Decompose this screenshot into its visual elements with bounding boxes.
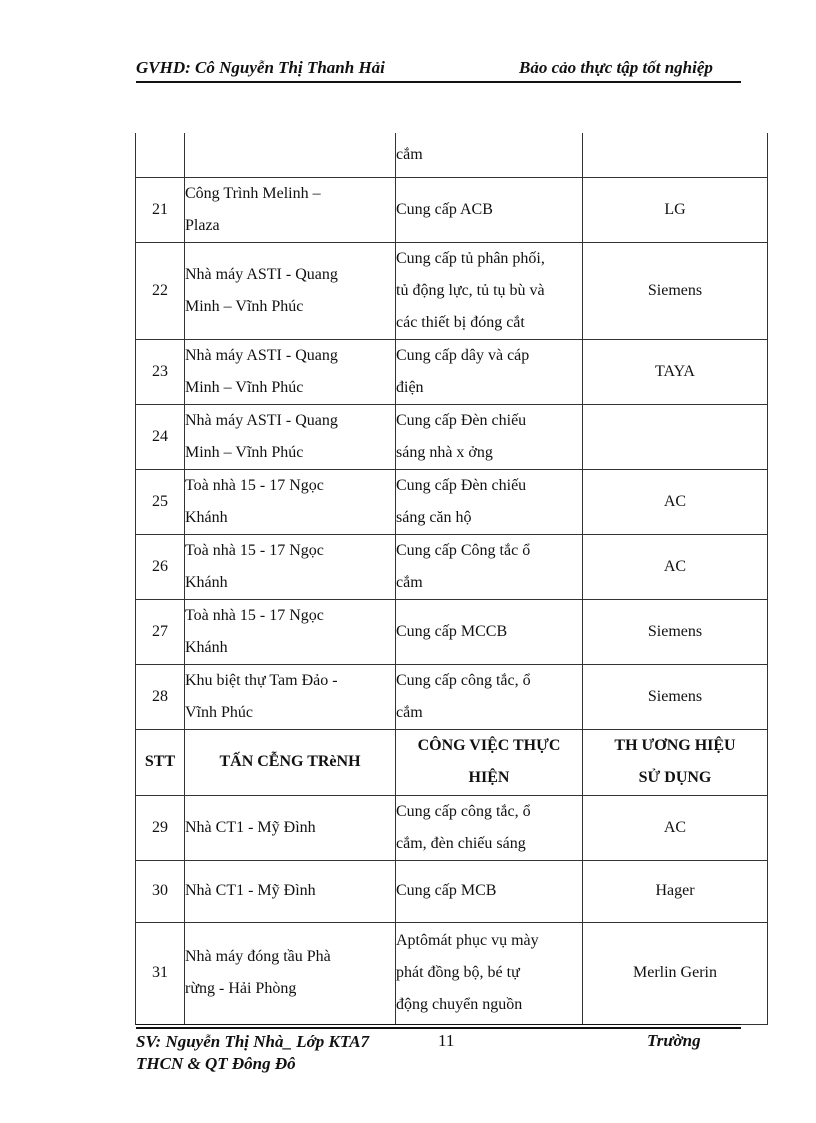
footer-divider-thin	[136, 1024, 741, 1025]
project-name-cell-line: Nhà máy ASTI - Quang	[185, 411, 338, 429]
project-name-cell-line: Plaza	[185, 216, 220, 234]
stt-cell: 29	[136, 795, 185, 860]
table-row	[136, 664, 768, 729]
project-name-cell	[185, 664, 396, 729]
project-name-cell	[185, 599, 396, 664]
work-cell-line: điện	[396, 378, 424, 396]
work-cell	[396, 469, 583, 534]
header-work-line: CÔNG VIỆC THỰC	[417, 737, 561, 754]
table-row	[136, 404, 768, 469]
work-cell-line: cắm, đèn chiếu sáng	[396, 834, 526, 852]
project-name-cell-line: Minh – Vĩnh Phúc	[185, 378, 304, 396]
header-work	[396, 729, 583, 795]
brand-cell: AC	[583, 795, 768, 860]
stt-cell: 21	[136, 177, 185, 242]
project-name-cell	[185, 922, 396, 1024]
project-name-cell	[185, 534, 396, 599]
work-cell	[396, 404, 583, 469]
project-name-cell-line: Toà nhà 15 - 17 Ngọc	[185, 606, 324, 624]
project-name-cell-line: Vĩnh Phúc	[185, 703, 253, 721]
project-name-cell	[185, 339, 396, 404]
table-row	[136, 242, 768, 339]
footer-student	[136, 1031, 369, 1075]
work-cell-line: Cung cấp Công tắc ổ	[396, 541, 531, 559]
project-name-cell-line: Khánh	[185, 638, 228, 656]
header-stt: STT	[136, 729, 185, 795]
project-name-cell	[185, 795, 396, 860]
project-name-cell-line: Minh – Vĩnh Phúc	[185, 297, 304, 315]
brand-cell: Merlin Gerin	[583, 922, 768, 1024]
work-cell-line: tủ động lực, tủ tụ bù và	[396, 281, 545, 299]
work-cell	[396, 922, 583, 1024]
project-name-cell-line: Nhà CT1 - Mỹ Đình	[185, 882, 316, 899]
page-number: 11	[438, 1031, 455, 1050]
brand-cell	[583, 133, 768, 177]
work-cell-line: Cung cấp Đèn chiếu	[396, 411, 527, 429]
brand-cell	[583, 404, 768, 469]
project-name-cell	[185, 242, 396, 339]
table-row	[136, 469, 768, 534]
project-name-cell-line: Khánh	[185, 573, 228, 591]
work-cell-line: Cung cấp MCB	[396, 882, 497, 899]
project-name-cell	[185, 177, 396, 242]
project-name-cell-line: Nhà CT1 - Mỹ Đình	[185, 818, 316, 836]
stt-cell: 23	[136, 339, 185, 404]
project-table	[135, 133, 768, 1025]
header-brand	[583, 729, 768, 795]
work-cell-line: các thiết bị đóng cắt	[396, 313, 525, 331]
stt-cell: 22	[136, 242, 185, 339]
table-row	[136, 534, 768, 599]
footer-divider-thick	[136, 1027, 741, 1029]
work-cell	[396, 664, 583, 729]
footer-school: Trường	[647, 1031, 701, 1050]
work-cell	[396, 339, 583, 404]
work-cell-line: Cung cấp MCCB	[396, 622, 508, 640]
work-cell-line: Cung cấp Đèn chiếu	[396, 476, 527, 494]
header-brand-line: SỬ DỤNG	[638, 769, 712, 786]
brand-cell: LG	[583, 177, 768, 242]
work-cell-line: phát đồng bộ, bé tự	[396, 964, 520, 981]
brand-cell: TAYA	[583, 339, 768, 404]
work-cell-line: Cung cấp ACB	[396, 200, 493, 218]
stt-cell: 27	[136, 599, 185, 664]
stt-cell: 28	[136, 664, 185, 729]
work-cell-line: cắm	[396, 573, 423, 591]
project-name-cell	[185, 133, 396, 177]
project-name-cell-line: Toà nhà 15 - 17 Ngọc	[185, 541, 324, 559]
work-cell-line: Cung cấp công tắc, ổ	[396, 802, 531, 820]
brand-cell: Siemens	[583, 599, 768, 664]
work-cell	[396, 599, 583, 664]
project-name-cell	[185, 860, 396, 922]
project-name-cell-line: Khánh	[185, 508, 228, 526]
stt-cell: 31	[136, 922, 185, 1024]
stt-cell: 26	[136, 534, 185, 599]
work-cell-line: Aptômát phục vụ mày	[396, 932, 539, 949]
project-name-cell	[185, 469, 396, 534]
stt-cell	[136, 133, 185, 177]
table-row	[136, 177, 768, 242]
header-report-title: Bảo cảo thực tập tốt nghiệp	[519, 58, 713, 77]
project-name-cell-line: Công Trình Melinh –	[185, 184, 321, 202]
brand-cell: AC	[583, 469, 768, 534]
project-name-cell-line: Toà nhà 15 - 17 Ngọc	[185, 476, 324, 494]
footer-student-line2: THCN & QT Đông Đô	[136, 1054, 296, 1073]
brand-cell: Siemens	[583, 242, 768, 339]
header-project-name: TẤN CỄNG TRèNH	[185, 729, 396, 795]
work-cell-line: Cung cấp dây và cáp	[396, 346, 530, 364]
project-name-cell-line: Nhà máy đóng tầu Phà	[185, 948, 331, 965]
table-row	[136, 860, 768, 922]
project-name-cell-line: Khu biệt thự Tam Đảo -	[185, 671, 338, 689]
stt-cell: 25	[136, 469, 185, 534]
work-cell	[396, 242, 583, 339]
work-cell	[396, 177, 583, 242]
project-name-cell-line: Nhà máy ASTI - Quang	[185, 265, 338, 283]
work-cell	[396, 795, 583, 860]
table-row	[136, 339, 768, 404]
brand-cell: Hager	[583, 860, 768, 922]
table-row	[136, 795, 768, 860]
stt-cell: 24	[136, 404, 185, 469]
work-cell-line: Cung cấp công tắc, ổ	[396, 671, 531, 689]
work-cell-line: động chuyển nguồn	[396, 996, 523, 1013]
table-row-continued	[136, 133, 768, 177]
work-cell-line: sáng căn hộ	[396, 508, 472, 526]
header-divider	[136, 81, 741, 83]
brand-cell: Siemens	[583, 664, 768, 729]
header-work-line: HIỆN	[468, 769, 510, 786]
table-row	[136, 922, 768, 1024]
project-name-cell-line: rừng - Hải Phòng	[185, 980, 297, 997]
stt-cell: 30	[136, 860, 185, 922]
work-cell	[396, 860, 583, 922]
header-supervisor: GVHD: Cô Nguyễn Thị Thanh Hải	[136, 58, 385, 77]
work-cell-line: Cung cấp tủ phân phối,	[396, 249, 545, 267]
brand-cell: AC	[583, 534, 768, 599]
project-name-cell-line: Nhà máy ASTI - Quang	[185, 346, 338, 364]
work-cell	[396, 534, 583, 599]
header-brand-line: TH ƯƠNG HIỆU	[614, 737, 736, 754]
project-name-cell-line: Minh – Vĩnh Phúc	[185, 443, 304, 461]
work-cell: cắm	[396, 133, 583, 177]
table-header-row	[136, 729, 768, 795]
footer-student-line1: SV: Nguyễn Thị Nhà_ Lớp KTA7	[136, 1032, 370, 1051]
project-name-cell	[185, 404, 396, 469]
work-cell-line: sáng nhà x ởng	[396, 443, 493, 461]
table-row	[136, 599, 768, 664]
work-cell-line: cắm	[396, 703, 423, 721]
